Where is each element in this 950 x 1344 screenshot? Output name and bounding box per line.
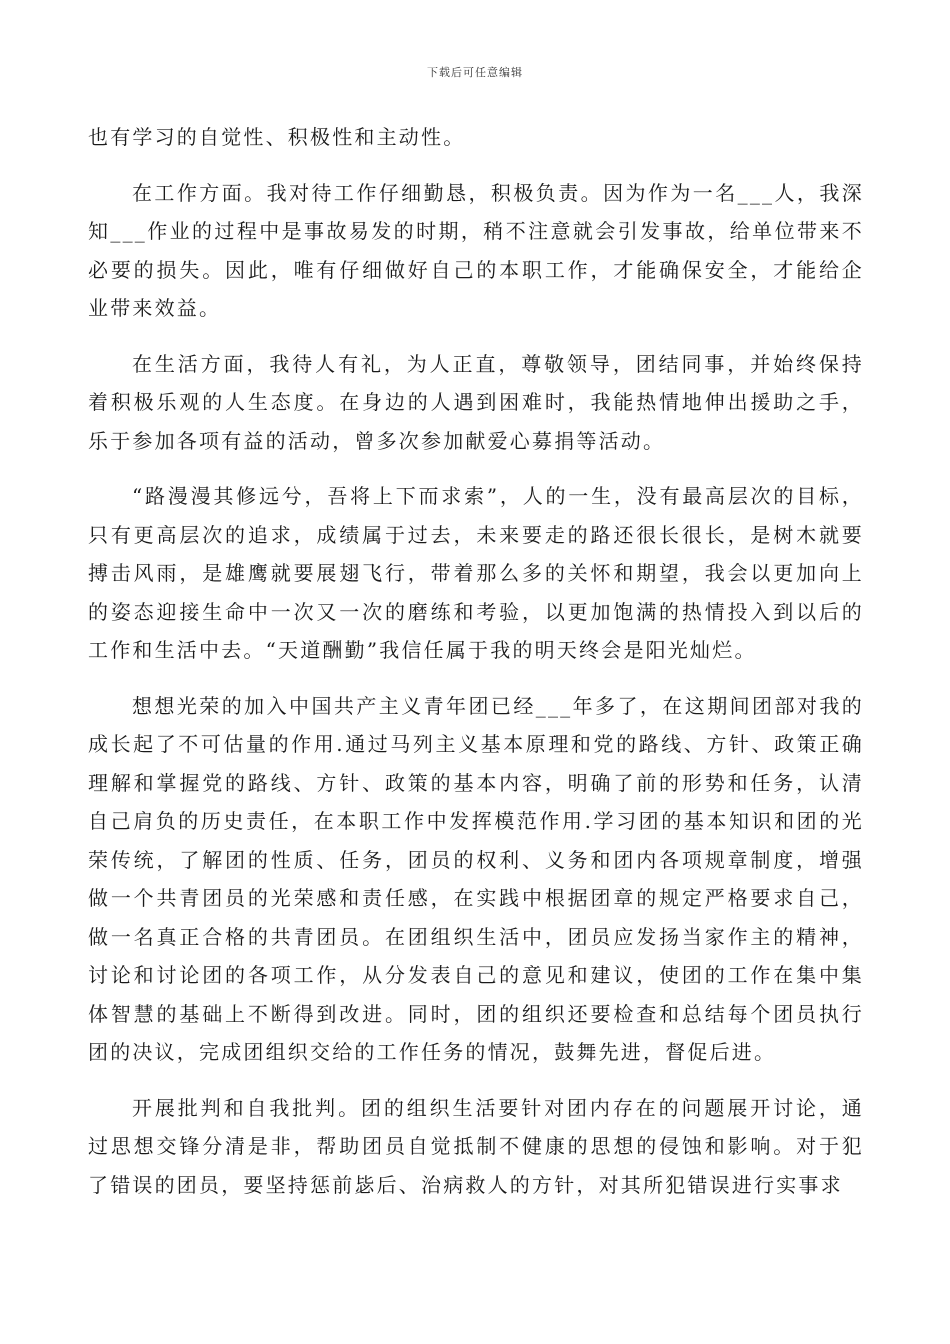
page-header: 下载后可任意编辑	[427, 66, 523, 79]
paragraph-work: 在工作方面。我对待工作仔细勤恳，积极负责。因为作为一名___人，我深知___作业的过程中是事故易发的时期，稍不注意就会引发事故，给单位带来不必要的损失。因此，唯有仔细做好自己的本职工作，才能确保安全，才能给企业带来效益。	[88, 180, 864, 320]
paragraph-life: 在生活方面，我待人有礼，为人正直，尊敬领导，团结同事，并始终保持着积极乐观的人生态度。在身边的人遇到困难时，我能热情地伸出援助之手，乐于参加各项有益的活动，曾多次参加献爱心募捐等活动。	[88, 351, 864, 453]
document-body	[88, 118, 864, 1204]
paragraph-criticism: 开展批判和自我批判。团的组织生活要针对团内存在的问题展开讨论，通过思想交锋分清是非，帮助团员自觉抵制不健康的思想的侵蚀和影响。对于犯了错误的团员，要坚持惩前毖后、治病救人的方针，对其所犯错误进行实事求	[88, 1095, 864, 1197]
paragraph-league: 想想光荣的加入中国共产主义青年团已经___年多了，在这期间团部对我的成长起了不可估量的作用.通过马列主义基本原理和党的路线、方针、政策正确理解和掌握党的路线、方针、政策的基本内容，明确了前的形势和任务，认清自己肩负的历史责任，在本职工作中发挥模范作用.学习团的基本知识和团的光荣传统，了解团的性质、任务，团员的权利、义务和团内各项规章制度，增强做一个共青团员的光荣感和责任感，在实践中根据团章的规定严格要求自己，做一名真正合格的共青团员。在团组织生活中，团员应发扬当家作主的精神，讨论和讨论团的各项工作，从分发表自己的意见和建议，使团的工作在集中集体智慧的基础上不断得到改进。同时，团的组织还要检查和总结每个团员执行团的决议，完成团组织交给的工作任务的情况，鼓舞先进，督促后进。	[88, 693, 864, 1064]
paragraph-aspiration: “路漫漫其修远兮，吾将上下而求索”，人的一生，没有最高层次的目标，只有更高层次的追求，成绩属于过去，未来要走的路还很长很长，是树木就要搏击风雨，是雄鹰就要展翅飞行，带着那么多的关怀和期望，我会以更加向上的姿态迎接生命中一次又一次的磨练和考验，以更加饱满的热情投入到以后的工作和生活中去。“天道酬勤”我信任属于我的明天终会是阳光灿烂。	[88, 484, 864, 662]
paragraph-continuation: 也有学习的自觉性、积极性和主动性。	[88, 125, 466, 149]
